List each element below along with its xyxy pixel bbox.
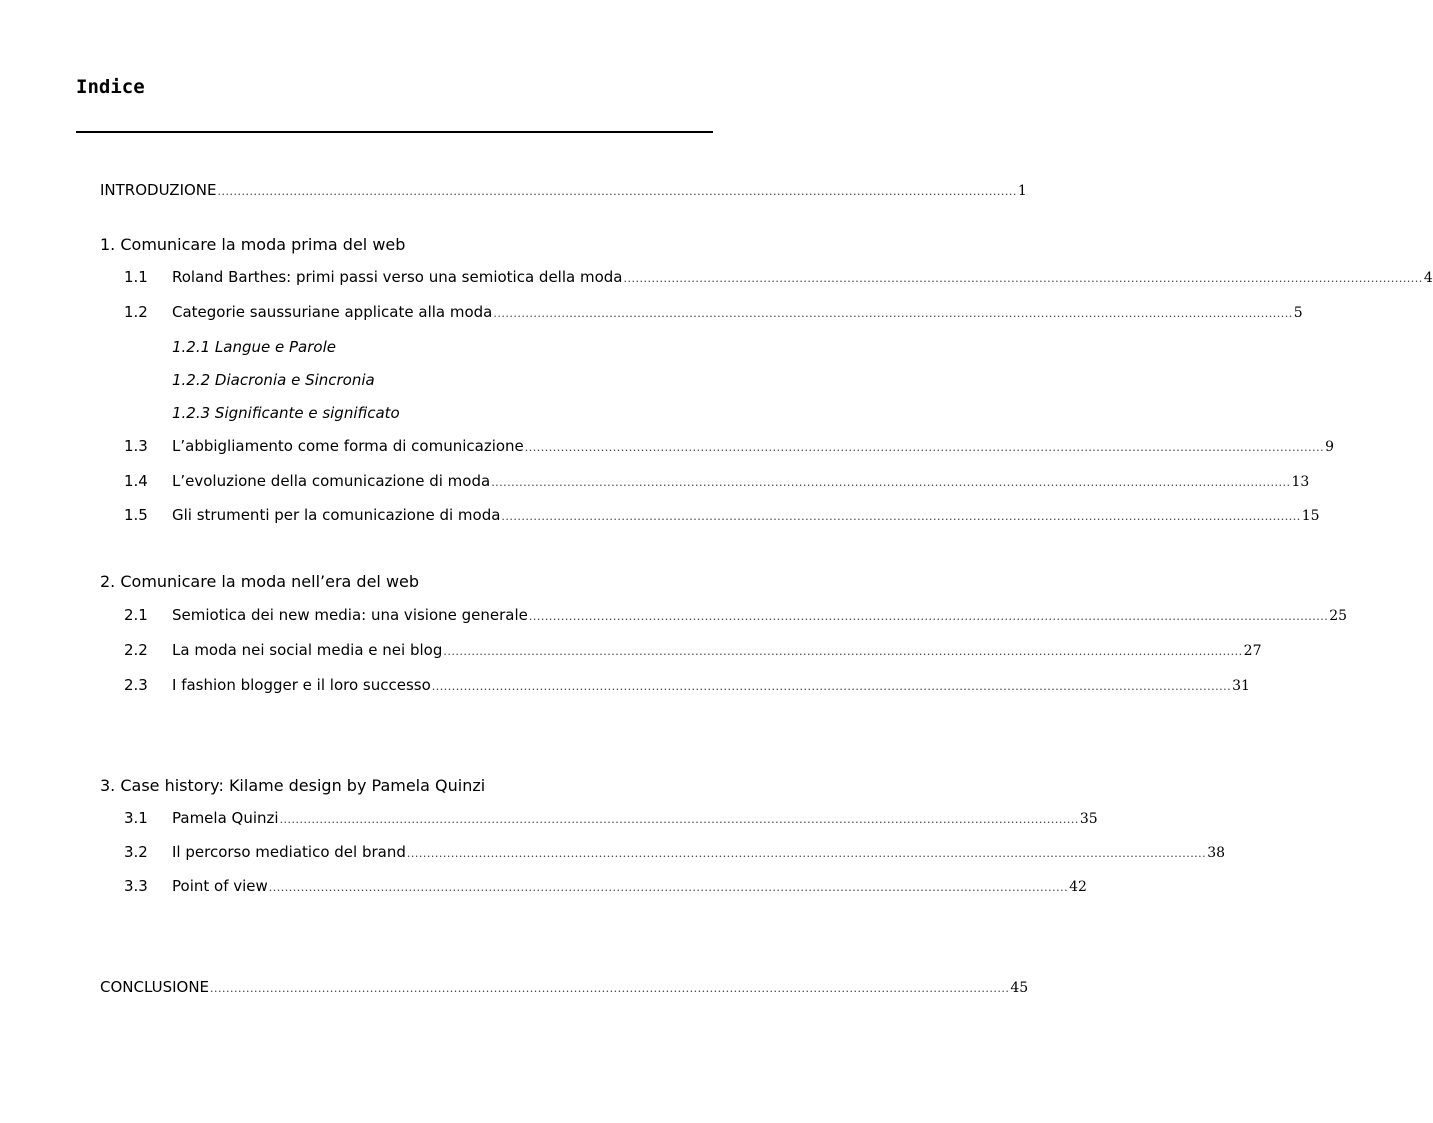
toc-label: L’evoluzione della comunicazione di moda	[172, 472, 491, 490]
toc-leader-dots: ........................................................................................................................................................................................................	[443, 645, 1243, 658]
toc-page-number: 38	[1207, 845, 1226, 861]
toc-number: 1.2	[124, 303, 148, 321]
toc-entry[interactable]	[100, 506, 1320, 530]
toc-leader-dots: ........................................................................................................................................................................................................	[210, 982, 1010, 995]
toc-leader-dots: ........................................................................................................................................................................................................	[268, 881, 1069, 894]
toc-leader-dots: ........................................................................................................................................................................................................	[524, 441, 1325, 454]
toc-label: I fashion blogger e il loro successo	[172, 676, 431, 694]
toc-number: 3.3	[124, 877, 148, 895]
toc-label: CONCLUSIONE	[100, 978, 210, 996]
toc-number: 3.1	[124, 809, 148, 827]
toc-entry-introduzione[interactable]	[100, 181, 1027, 205]
toc-leader-dots: ........................................................................................................................................................................................................	[493, 307, 1293, 320]
toc-number: 1.3	[124, 437, 148, 455]
toc-label: Il percorso mediatico del brand	[172, 843, 406, 861]
toc-number: 2.1	[124, 606, 148, 624]
toc-page-number: 13	[1291, 474, 1310, 490]
toc-subentry[interactable]: 1.2.3 Significante e significato	[172, 404, 400, 422]
toc-leader-dots: ........................................................................................................................................................................................................	[406, 847, 1207, 860]
toc-leader-dots: ........................................................................................................................................................................................................	[431, 680, 1232, 693]
chapter-heading-3[interactable]: 3. Case history: Kilame design by Pamela Quinzi	[100, 776, 486, 795]
toc-page-number: 31	[1232, 678, 1250, 694]
toc-leader-dots: ........................................................................................................................................................................................................	[491, 476, 1291, 489]
toc-leader-dots: ........................................................................................................................................................................................................	[623, 272, 1423, 285]
toc-entry[interactable]	[100, 472, 1310, 496]
toc-leader-dots: ........................................................................................................................................................................................................	[217, 185, 1017, 198]
chapter-heading-2[interactable]: 2. Comunicare la moda nell’era del web	[100, 572, 420, 591]
toc-label: Pamela Quinzi	[172, 809, 279, 827]
toc-page-number: 9	[1325, 439, 1335, 455]
toc-page-number: 27	[1243, 643, 1262, 659]
toc-entry[interactable]	[100, 877, 1087, 901]
toc-page-number: 5	[1293, 305, 1303, 321]
toc-number: 2.2	[124, 641, 148, 659]
toc-page-number: 25	[1329, 608, 1348, 624]
toc-number: 1.1	[124, 268, 148, 286]
toc-label: Gli strumenti per la comunicazione di moda	[172, 506, 501, 524]
toc-page-number: 42	[1069, 879, 1087, 895]
toc-label: Semiotica dei new media: una visione generale	[172, 606, 528, 624]
toc-subentry[interactable]: 1.2.2 Diacronia e Sincronia	[172, 371, 375, 389]
toc-number: 3.2	[124, 843, 148, 861]
toc-number: 2.3	[124, 676, 148, 694]
toc-entry[interactable]	[100, 437, 1335, 461]
toc-entry[interactable]	[100, 676, 1250, 700]
title-divider	[76, 131, 713, 133]
toc-label: Point of view	[172, 877, 268, 895]
toc-label: INTRODUZIONE	[100, 181, 217, 199]
toc-number: 1.5	[124, 506, 148, 524]
toc-page-number: 4	[1423, 270, 1433, 286]
toc-entry-conclusione[interactable]	[100, 978, 1029, 1002]
toc-page-number: 35	[1079, 811, 1098, 827]
page-title: Indice	[76, 76, 145, 98]
toc-entry[interactable]	[100, 843, 1226, 867]
toc-leader-dots: ........................................................................................................................................................................................................	[528, 610, 1329, 623]
toc-label: Categorie saussuriane applicate alla moda	[172, 303, 493, 321]
toc-page-number: 1	[1017, 183, 1027, 199]
toc-entry[interactable]	[100, 606, 1348, 630]
toc-entry[interactable]	[100, 641, 1262, 665]
toc-entry[interactable]	[100, 809, 1098, 833]
toc-leader-dots: ........................................................................................................................................................................................................	[279, 813, 1079, 826]
toc-page-number: 45	[1010, 980, 1029, 996]
chapter-heading-1[interactable]: 1. Comunicare la moda prima del web	[100, 235, 406, 254]
toc-label: L’abbigliamento come forma di comunicazione	[172, 437, 524, 455]
toc-subentry[interactable]: 1.2.1 Langue e Parole	[172, 338, 336, 356]
toc-entry[interactable]	[100, 268, 1433, 292]
toc-page-number: 15	[1301, 508, 1320, 524]
toc-entry[interactable]	[100, 303, 1303, 327]
toc-leader-dots: ........................................................................................................................................................................................................	[501, 510, 1301, 523]
toc-label: Roland Barthes: primi passi verso una semiotica della moda	[172, 268, 623, 286]
toc-number: 1.4	[124, 472, 148, 490]
toc-label: La moda nei social media e nei blog	[172, 641, 443, 659]
